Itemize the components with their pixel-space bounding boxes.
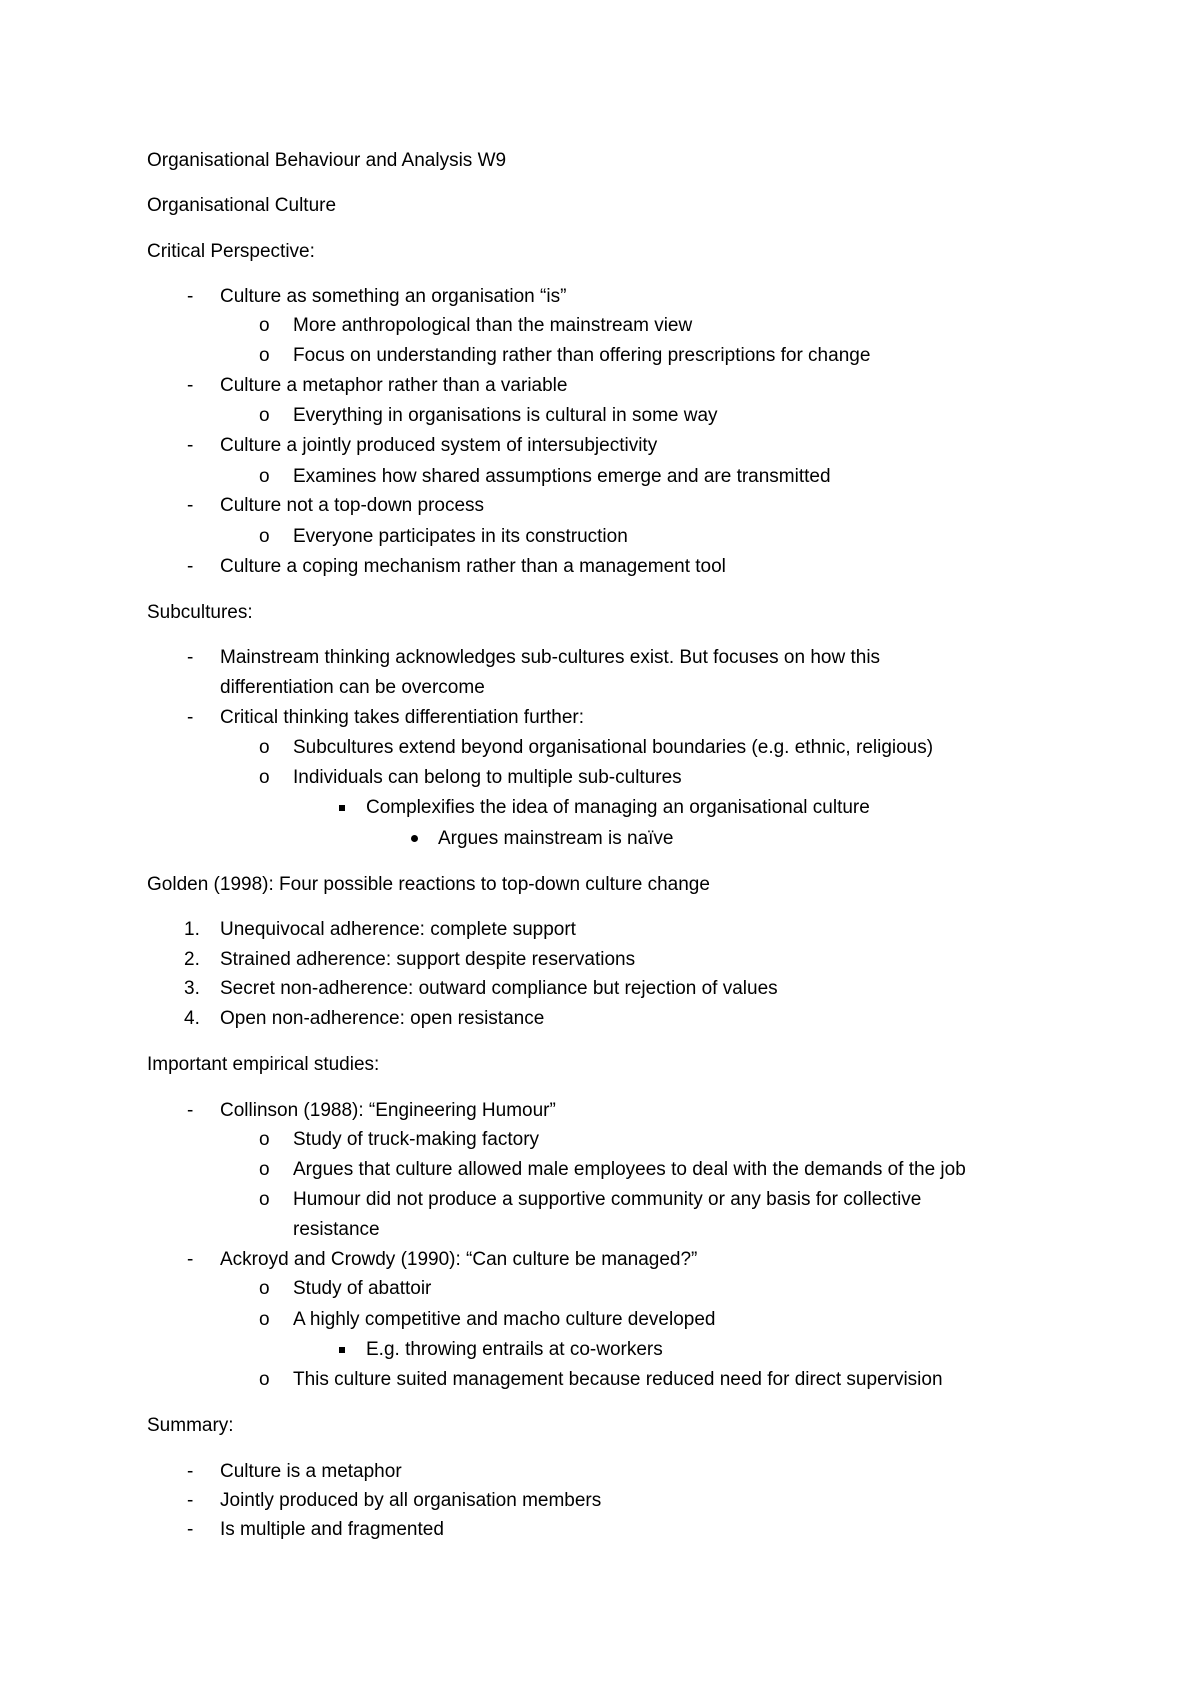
list-item: Is multiple and fragmented	[220, 1519, 444, 1540]
list-item: Individuals can belong to multiple sub-cultures	[293, 767, 682, 788]
list-item: Culture a metaphor rather than a variable	[220, 375, 568, 396]
list-item: Culture a jointly produced system of intersubjectivity	[220, 435, 658, 456]
list-item: Argues that culture allowed male employees to deal with the demands of the job	[293, 1159, 966, 1180]
dash-bullet: -	[187, 495, 194, 516]
circle-bullet: o	[259, 767, 270, 788]
list-item: Strained adherence: support despite reservations	[220, 949, 636, 970]
section-heading-subcultures: Subcultures:	[147, 602, 253, 623]
section-heading-empirical: Important empirical studies:	[147, 1054, 380, 1075]
list-item: Mainstream thinking acknowledges sub-cultures exist. But focuses on how this	[220, 647, 881, 668]
document-title: Organisational Behaviour and Analysis W9	[147, 150, 507, 171]
dash-bullet: -	[187, 1490, 194, 1511]
list-item: Subcultures extend beyond organisational boundaries (e.g. ethnic, religious)	[293, 737, 934, 758]
dash-bullet: -	[187, 286, 194, 307]
list-item: Complexifies the idea of managing an organisational culture	[366, 797, 870, 818]
list-item: Culture a coping mechanism rather than a management tool	[220, 556, 726, 577]
list-item: Study of abattoir	[293, 1278, 432, 1299]
dash-bullet: -	[187, 1461, 194, 1482]
list-item: Culture as something an organisation “is”	[220, 286, 567, 307]
dash-bullet: -	[187, 1249, 194, 1270]
section-heading-summary: Summary:	[147, 1415, 234, 1436]
circle-bullet: o	[259, 1129, 270, 1150]
circle-bullet: o	[259, 1309, 270, 1330]
circle-bullet: o	[259, 1369, 270, 1390]
list-item: Critical thinking takes differentiation further:	[220, 707, 584, 728]
list-number: 1.	[184, 919, 200, 940]
list-item: Culture not a top-down process	[220, 495, 485, 516]
list-item: Argues mainstream is naïve	[438, 828, 674, 849]
document-subtitle: Organisational Culture	[147, 195, 337, 216]
circle-bullet: o	[259, 526, 270, 547]
dash-bullet: -	[187, 707, 194, 728]
list-item: Secret non-adherence: outward compliance but rejection of values	[220, 978, 778, 999]
list-item: Examines how shared assumptions emerge and are transmitted	[293, 466, 831, 487]
circle-bullet: o	[259, 315, 270, 336]
circle-bullet: o	[259, 737, 270, 758]
dash-bullet: -	[187, 375, 194, 396]
list-item: Everyone participates in its construction	[293, 526, 628, 547]
list-item: Study of truck-making factory	[293, 1129, 540, 1150]
round-bullet	[411, 835, 418, 842]
list-item: Unequivocal adherence: complete support	[220, 919, 576, 940]
list-item: Culture is a metaphor	[220, 1461, 402, 1482]
list-number: 3.	[184, 978, 200, 999]
list-item: E.g. throwing entrails at co-workers	[366, 1339, 663, 1360]
dash-bullet: -	[187, 1519, 194, 1540]
list-item: Everything in organisations is cultural in some way	[293, 405, 718, 426]
list-item-continuation: differentiation can be overcome	[220, 677, 485, 698]
dash-bullet: -	[187, 435, 194, 456]
square-bullet	[339, 1347, 345, 1353]
dash-bullet: -	[187, 647, 194, 668]
dash-bullet: -	[187, 1100, 194, 1121]
section-heading-critical: Critical Perspective:	[147, 241, 315, 262]
list-item: Ackroyd and Crowdy (1990): “Can culture be managed?”	[220, 1249, 698, 1270]
circle-bullet: o	[259, 405, 270, 426]
list-item-continuation: resistance	[293, 1219, 380, 1240]
circle-bullet: o	[259, 1278, 270, 1299]
circle-bullet: o	[259, 466, 270, 487]
list-item: More anthropological than the mainstream view	[293, 315, 693, 336]
circle-bullet: o	[259, 1189, 270, 1210]
list-item: Open non-adherence: open resistance	[220, 1008, 545, 1029]
list-number: 2.	[184, 949, 200, 970]
list-item: Focus on understanding rather than offering prescriptions for change	[293, 345, 871, 366]
list-number: 4.	[184, 1008, 200, 1029]
list-item: Humour did not produce a supportive community or any basis for collective	[293, 1189, 922, 1210]
list-item: This culture suited management because reduced need for direct supervision	[293, 1369, 943, 1390]
section-heading-golden: Golden (1998): Four possible reactions to top-down culture change	[147, 874, 710, 895]
list-item: Jointly produced by all organisation members	[220, 1490, 602, 1511]
dash-bullet: -	[187, 556, 194, 577]
list-item: A highly competitive and macho culture developed	[293, 1309, 716, 1330]
circle-bullet: o	[259, 345, 270, 366]
circle-bullet: o	[259, 1159, 270, 1180]
list-item: Collinson (1988): “Engineering Humour”	[220, 1100, 556, 1121]
square-bullet	[339, 805, 345, 811]
